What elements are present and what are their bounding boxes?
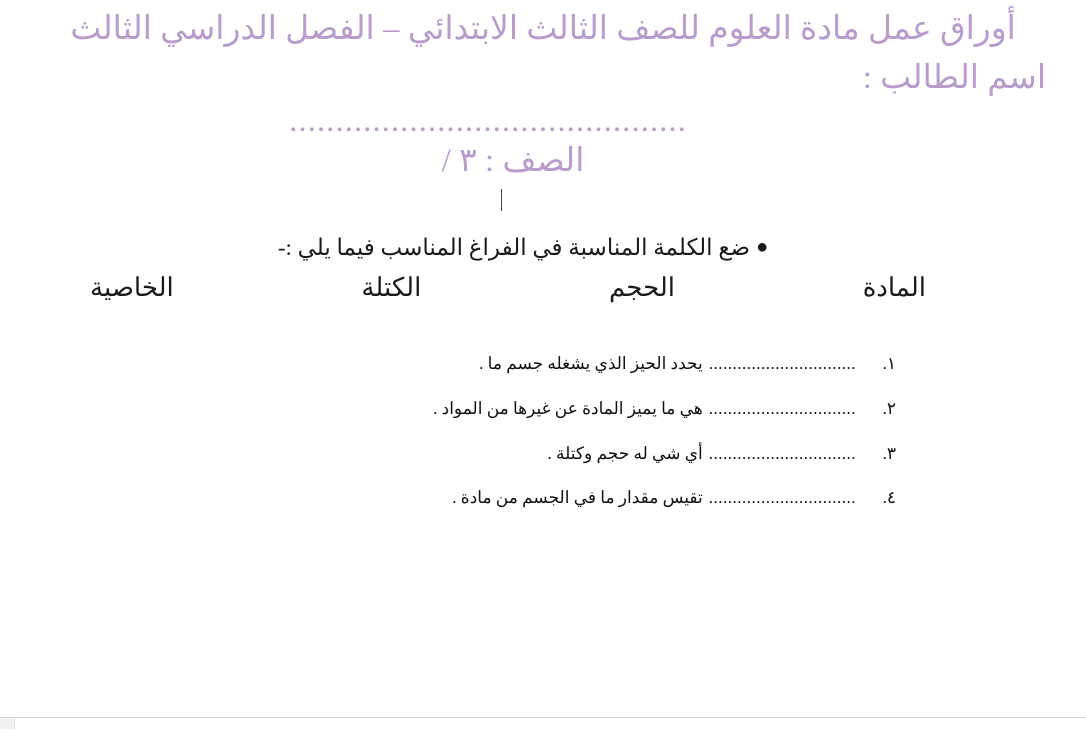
window-bottom-edge (0, 717, 1086, 730)
question-item (80, 445, 896, 464)
instruction-line (40, 235, 1046, 261)
question-number: ٣. (882, 443, 896, 463)
question-blank: ............................... (708, 354, 856, 374)
text-cursor (40, 189, 1046, 217)
question-number: ٢. (882, 399, 896, 419)
question-text: يحدد الحيز الذي يشغله جسم ما . (479, 354, 703, 374)
page-title: أوراق عمل مادة العلوم للصف الثالث الابتدائي – الفصل الدراسي الثالث (70, 11, 1016, 47)
question-number: ٤. (882, 488, 896, 508)
bullet-icon: ● (756, 236, 769, 259)
student-name-blank: ........................................... (289, 102, 687, 139)
question-text: هي ما يميز المادة عن غيرها من المواد . (433, 399, 703, 419)
question-text: تقيس مقدار ما في الجسم من مادة . (452, 488, 703, 508)
question-item (80, 400, 896, 419)
grade-label: الصف : ٣ / (441, 142, 585, 179)
question-blank: ............................... (708, 488, 856, 508)
question-text: أي شي له حجم وكتلة . (547, 443, 703, 463)
student-name-label: اسم الطالب : (862, 59, 1046, 96)
question-item (80, 355, 896, 374)
word-bank-item: الكتلة (361, 273, 422, 303)
word-bank (40, 273, 1046, 303)
caret-icon (500, 189, 502, 211)
question-number: ١. (882, 354, 896, 374)
word-bank-item: الحجم (609, 273, 676, 303)
question-blank: ............................... (708, 399, 856, 419)
question-item (80, 489, 896, 508)
question-blank: ............................... (708, 443, 856, 463)
word-bank-item: المادة (862, 273, 926, 303)
question-list (40, 355, 1046, 508)
word-bank-item: الخاصية (90, 273, 174, 303)
instruction-text: ضع الكلمة المناسبة في الفراغ المناسب فيما يلي :- (277, 235, 751, 261)
scroll-corner[interactable] (0, 718, 15, 729)
